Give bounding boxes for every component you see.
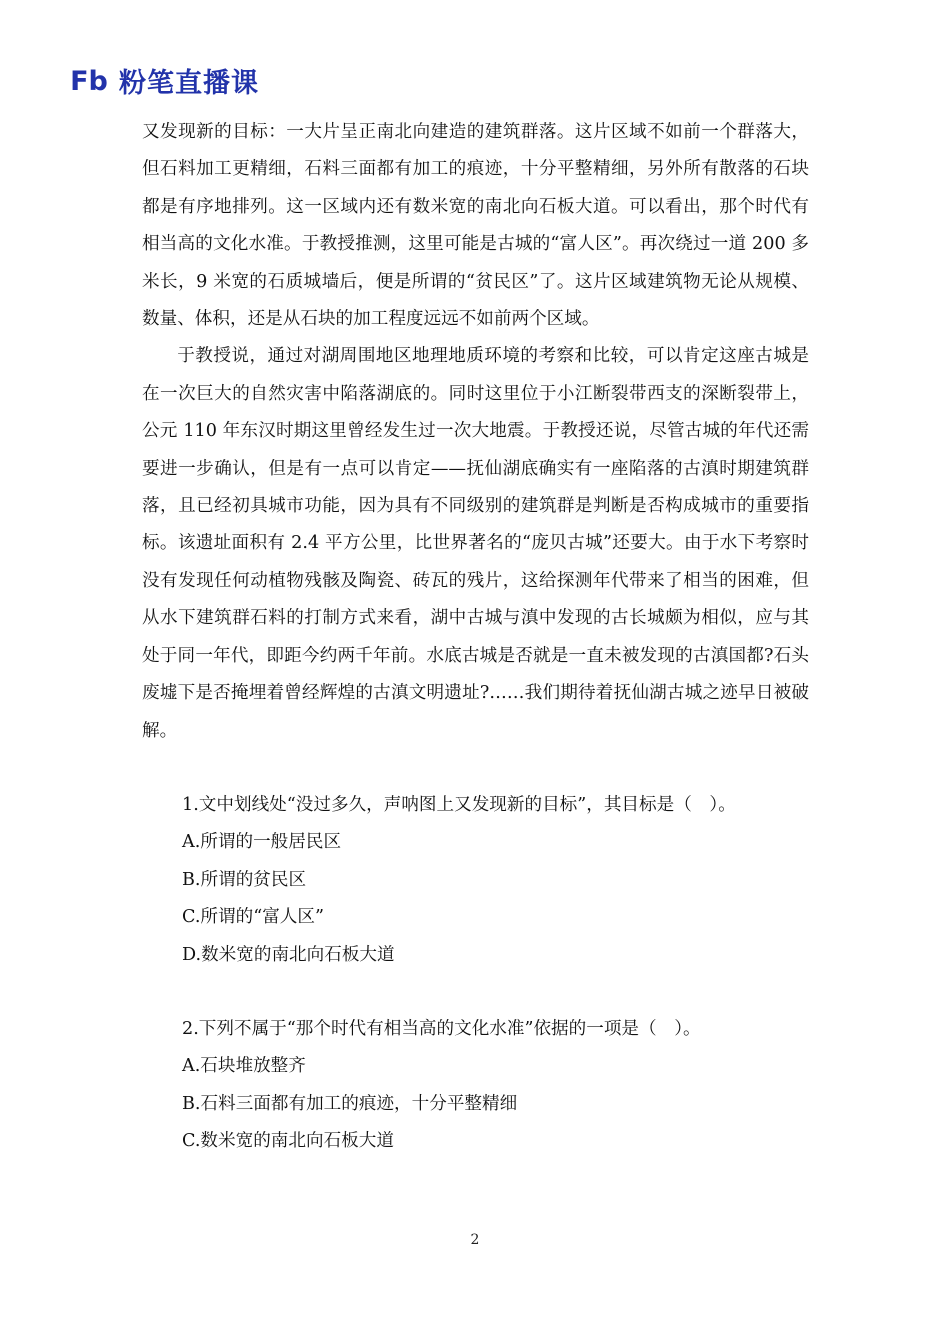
question-2 — [142, 1011, 809, 1161]
question-1-option-a: A.所谓的一般居民区 — [182, 832, 342, 853]
paragraph-1: 又发现新的目标：一大片呈正南北向建造的建筑群落。这片区域不如前一个群落大，但石料加工更精细，石料三面都有加工的痕迹，十分平整精细，另外所有散落的石块都是有序地排列。这一区域内还有数米宽的南北向石板大道。可以看出，那个时代有相当高的文化水准。于教授推测，这里可能是古城的“富人区”。再次绕过一道 200 多米长，9 米宽的石质城墙后，便是所谓的“贫民区”了。这片区域建筑物无论从规模、数量、体积，还是从石块的加工程度远远不如前两个区域。 — [142, 122, 809, 330]
question-2-option-c: C.数米宽的南北向石板大道 — [182, 1131, 394, 1152]
logo-text: 粉笔直播课 — [119, 67, 259, 99]
question-2-option-b: B.石料三面都有加工的痕迹，十分平整精细 — [182, 1093, 518, 1114]
paragraph-2: 于教授说，通过对湖周围地区地理地质环境的考察和比较，可以肯定这座古城是在一次巨大的自然灾害中陷落湖底的。同时这里位于小江断裂带西支的深断裂带上，公元 110 年东汉时期这里曾经发生过一次大地震。于教授还说，尽管古城的年代还需要进一步确认，但是有一点可以肯定——抚仙湖底确实有一座陷落的古滇时期建筑群落，且已经初具城市功能，因为具有不同级别的建筑群是判断是否构成城市的重要指标。该遗址面积有 2.4 平方公里，比世界著名的“庞贝古城”还要大。由于水下考察时没有发现任何动植物残骸及陶瓷、砖瓦的残片，这给探测年代带来了相当的困难，但从水下建筑群石料的打制方式来看，湖中古城与滇中发现的古长城颇为相似，应与其处于同一年代，即距今约两千年前。水底古城是否就是一直未被发现的古滇国都?石头废墟下是否掩埋着曾经辉煌的古滇文明遗址?……我们期待着抚仙湖古城之迹早日被破解。 — [142, 346, 809, 741]
question-2-stem: 2.下列不属于“那个时代有相当高的文化水准”依据的一项是（ ）。 — [182, 1018, 701, 1039]
question-1 — [142, 787, 809, 974]
page-header — [67, 60, 259, 100]
question-2-option-a: A.石块堆放整齐 — [182, 1056, 306, 1077]
logo-mark-text: Fb — [70, 66, 108, 97]
fenbi-logo-icon — [67, 62, 111, 98]
question-1-option-d: D.数米宽的南北向石板大道 — [182, 944, 395, 965]
article-body — [142, 114, 809, 1161]
question-1-option-c: C.所谓的“富人区” — [182, 907, 324, 928]
question-1-stem: 1.文中划线处“没过多久，声呐图上又发现新的目标”，其目标是（ ）。 — [182, 794, 736, 815]
question-1-option-b: B.所谓的贫民区 — [182, 869, 307, 890]
page-number: 2 — [470, 1232, 480, 1248]
